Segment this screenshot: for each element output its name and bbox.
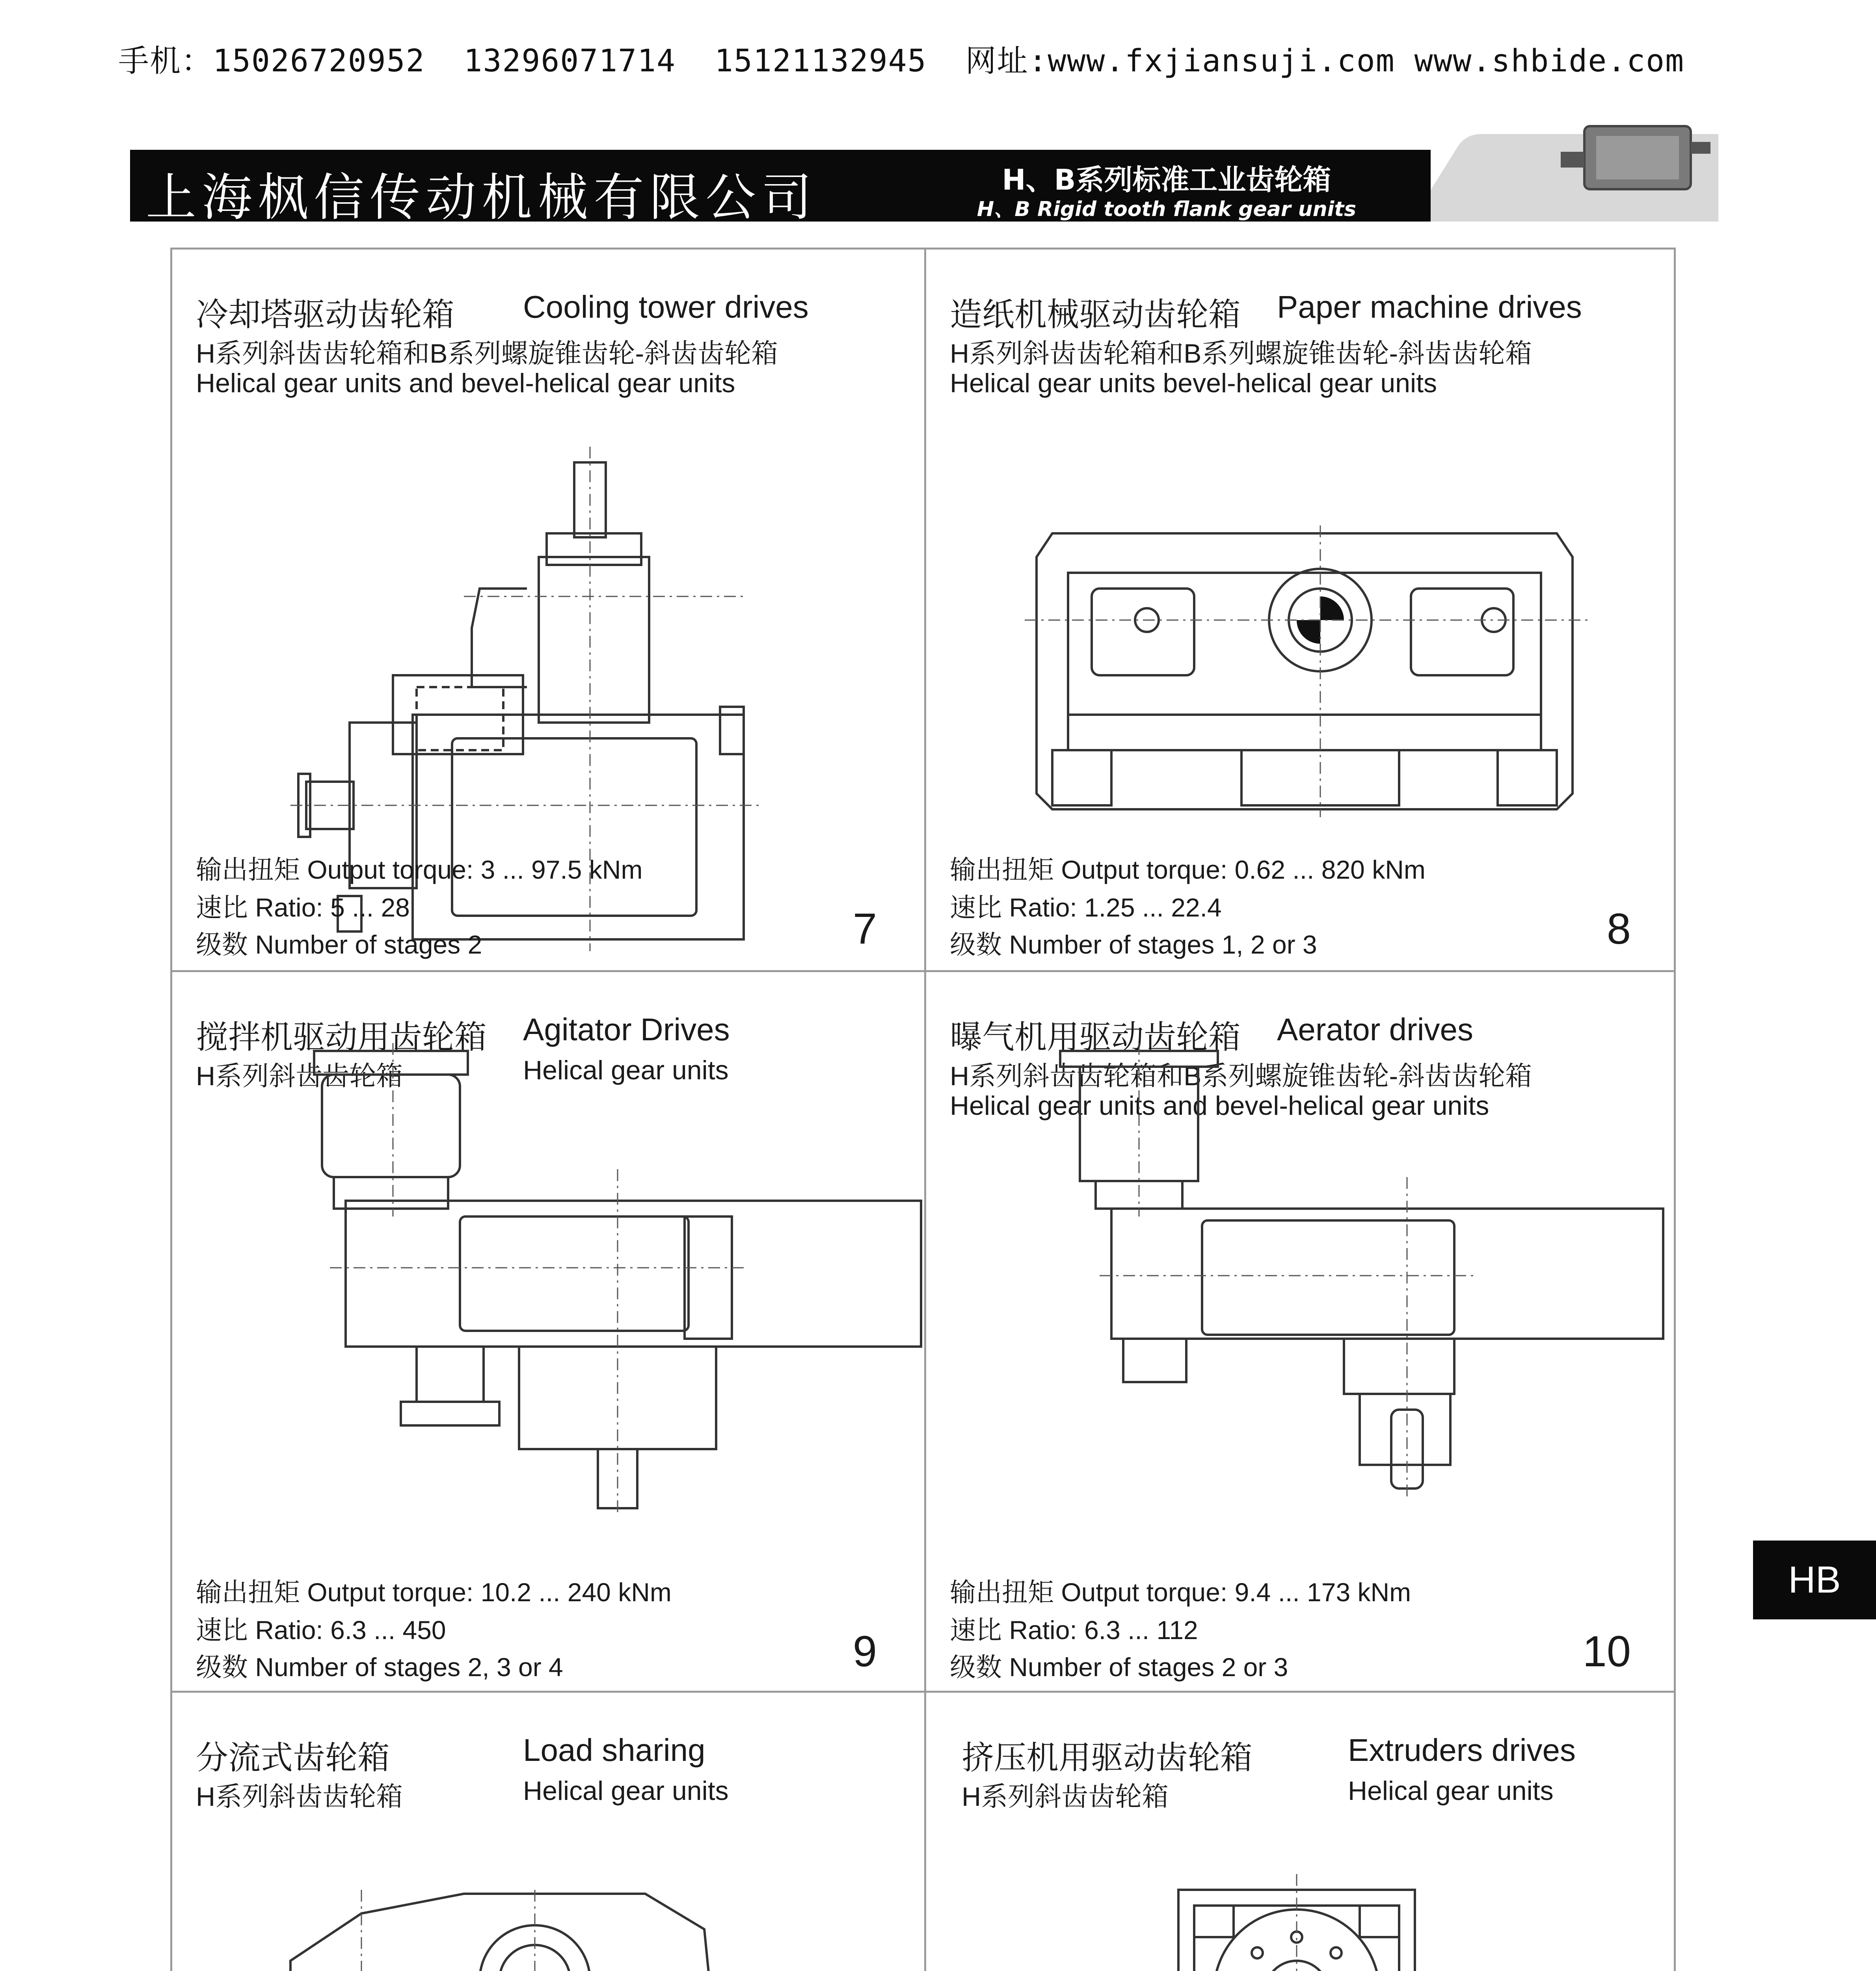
- figure-number: 10: [1582, 1627, 1631, 1676]
- spec-output-torque: 输出扭矩 Output torque: 9.4 ... 173 kNm: [950, 1578, 1411, 1607]
- spec-ratio: 速比 Ratio: 5 ... 28: [196, 893, 410, 922]
- spec-ratio: 速比 Ratio: 1.25 ... 22.4: [950, 893, 1222, 922]
- spec-stages: 级数 Number of stages 2 or 3: [950, 1652, 1288, 1682]
- cell-subtitle-cn: H系列斜齿齿轮箱和B系列螺旋锥齿轮-斜齿齿轮箱: [196, 339, 778, 369]
- cell-subtitle-cn: H系列斜齿齿轮箱: [962, 1782, 1169, 1812]
- cell-subtitle-en: Helical gear units: [1348, 1776, 1554, 1806]
- figure-number: 9: [852, 1627, 877, 1676]
- cell-subtitle-cn: H系列斜齿齿轮箱: [196, 1782, 403, 1812]
- spec-stages: 级数 Number of stages 1, 2 or 3: [950, 930, 1317, 959]
- figure-number: 7: [852, 905, 877, 953]
- series-title-cn: H、B系列标准工业齿轮箱: [1002, 163, 1331, 196]
- spec-ratio: 速比 Ratio: 6.3 ... 112: [950, 1615, 1198, 1645]
- series-title-en: H、B Rigid tooth flank gear units: [977, 197, 1357, 221]
- cell-title-en: Load sharing: [523, 1733, 705, 1768]
- spec-output-torque: 输出扭矩 Output torque: 3 ... 97.5 kNm: [196, 855, 643, 884]
- spec-output-torque: 输出扭矩 Output torque: 0.62 ... 820 kNm: [950, 855, 1426, 884]
- cell-title-cn: 搅拌机驱动用齿轮箱: [196, 1019, 487, 1055]
- section-tab-hb: HB: [1753, 1541, 1876, 1619]
- cell-title-en: Paper machine drives: [1277, 289, 1582, 324]
- spec-stages: 级数 Number of stages 2, 3 or 4: [196, 1652, 563, 1682]
- load-sharing-drawing: [172, 1693, 924, 1971]
- cell-subtitle-cn: H系列斜齿齿轮箱和B系列螺旋锥齿轮-斜齿齿轮箱: [950, 339, 1532, 369]
- spec-output-torque: 输出扭矩 Output torque: 10.2 ... 240 kNm: [196, 1578, 672, 1607]
- cell-title-cn: 曝气机用驱动齿轮箱: [950, 1019, 1241, 1055]
- spec-ratio: 速比 Ratio: 6.3 ... 450: [196, 1615, 446, 1645]
- cell-subtitle-en: Helical gear units and bevel-helical gear units: [196, 368, 735, 398]
- spec-stages: 级数 Number of stages 2: [196, 930, 482, 959]
- cell-title-en: Aerator drives: [1277, 1012, 1473, 1047]
- cell-title-en: Extruders drives: [1348, 1733, 1576, 1768]
- cell-title-en: Cooling tower drives: [523, 289, 809, 324]
- extruders-drawing: [926, 1693, 1678, 1971]
- cell-title-cn: 造纸机械驱动齿轮箱: [950, 297, 1241, 333]
- company-name: 上海枫信传动机械有限公司: [146, 168, 818, 227]
- cell-aerator: [926, 972, 1678, 1693]
- cell-paper-machine: [926, 250, 1678, 970]
- cell-subtitle-en: Helical gear units: [523, 1055, 729, 1085]
- cell-subtitle-cn: H系列斜齿齿轮箱: [196, 1061, 403, 1091]
- cell-extruders: [926, 1693, 1678, 1971]
- cell-load-sharing: [172, 1693, 924, 1971]
- cell-agitator: [172, 972, 924, 1693]
- cell-title-cn: 分流式齿轮箱: [196, 1740, 390, 1776]
- cell-title-en: Agitator Drives: [523, 1012, 730, 1047]
- contact-line: 手机：15026720952 13296071714 15121132945 网址:www.fxjiansuji.com www.shbide.com: [118, 43, 1685, 79]
- cell-subtitle-en: Helical gear units and bevel-helical gear units: [950, 1091, 1489, 1121]
- application-grid: [170, 248, 1676, 1971]
- cell-subtitle-en: Helical gear units bevel-helical gear units: [950, 368, 1437, 398]
- cell-subtitle-en: Helical gear units: [523, 1776, 729, 1806]
- header-banner: [130, 150, 1431, 227]
- cell-title-cn: 挤压机用驱动齿轮箱: [962, 1740, 1253, 1776]
- cell-title-cn: 冷却塔驱动齿轮箱: [196, 297, 455, 333]
- product-thumbnail: [1411, 118, 1718, 222]
- cell-cooling-tower: [172, 250, 924, 970]
- cell-subtitle-cn: H系列斜齿齿轮箱和B系列螺旋锥齿轮-斜齿齿轮箱: [950, 1061, 1532, 1091]
- figure-number: 8: [1606, 905, 1631, 953]
